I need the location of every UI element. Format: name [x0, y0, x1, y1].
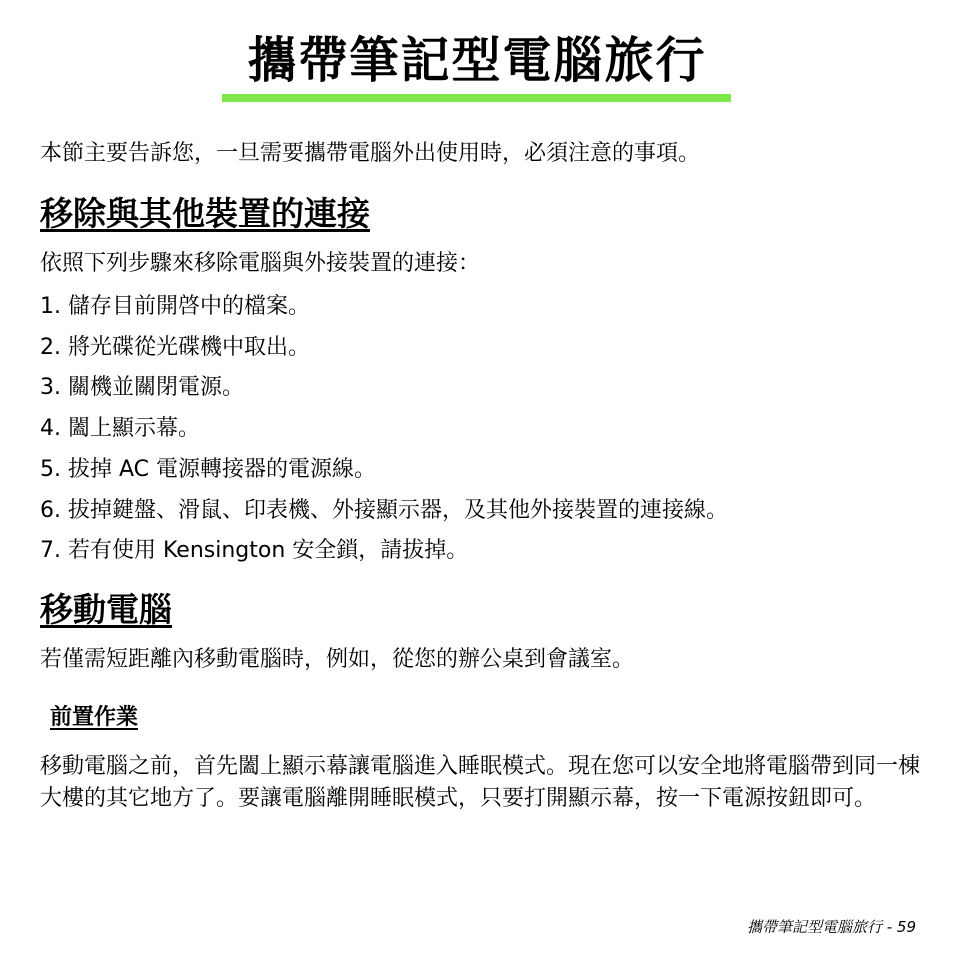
- section-heading-disconnect: 移除與其他裝置的連接: [40, 194, 370, 233]
- step-item: 4. 闔上顯示幕。: [40, 416, 200, 442]
- step-item: 2. 將光碟從光碟機中取出。: [40, 334, 310, 360]
- page-footer: [747, 917, 916, 937]
- step-item: 6. 拔掉鍵盤、滑鼠、印表機、外接顯示器，及其他外接裝置的連接線。: [40, 497, 728, 523]
- page-number: 59: [896, 918, 916, 936]
- section-heading-moving: 移動電腦: [40, 590, 172, 629]
- moving-lead: 若僅需短距離內移動電腦時，例如，從您的辦公桌到會議室。: [40, 647, 635, 672]
- page-title: 攜帶筆記型電腦旅行: [247, 32, 707, 89]
- sub-heading-preparation: 前置作業: [50, 705, 139, 730]
- step-item: 3. 關機並關閉電源。: [40, 375, 244, 401]
- disconnect-lead: 依照下列步驟來移除電腦與外接裝置的連接：: [40, 251, 481, 276]
- disconnect-steps-list: [40, 287, 728, 572]
- title-accent-bar: [222, 94, 731, 102]
- footer-running-title: 攜帶筆記型電腦旅行 -: [746, 918, 893, 936]
- step-item: 5. 拔掉 AC 電源轉接器的電源線。: [40, 456, 376, 482]
- step-item: 1. 儲存目前開啓中的檔案。: [40, 294, 310, 319]
- intro-paragraph: 本節主要告訴您，一旦需要攜帶電腦外出使用時，必須注意的事項。: [40, 141, 701, 166]
- step-item: 7. 若有使用 Kensington 安全鎖，請拔掉。: [40, 538, 469, 564]
- preparation-paragraph: 移動電腦之前，首先闔上顯示幕讓電腦進入睡眠模式。現在您可以安全地將電腦帶到同一棟大樓的其它地方了。要讓電腦離開睡眠模式，只要打開顯示幕，按一下電源按鈕即可。: [40, 754, 921, 811]
